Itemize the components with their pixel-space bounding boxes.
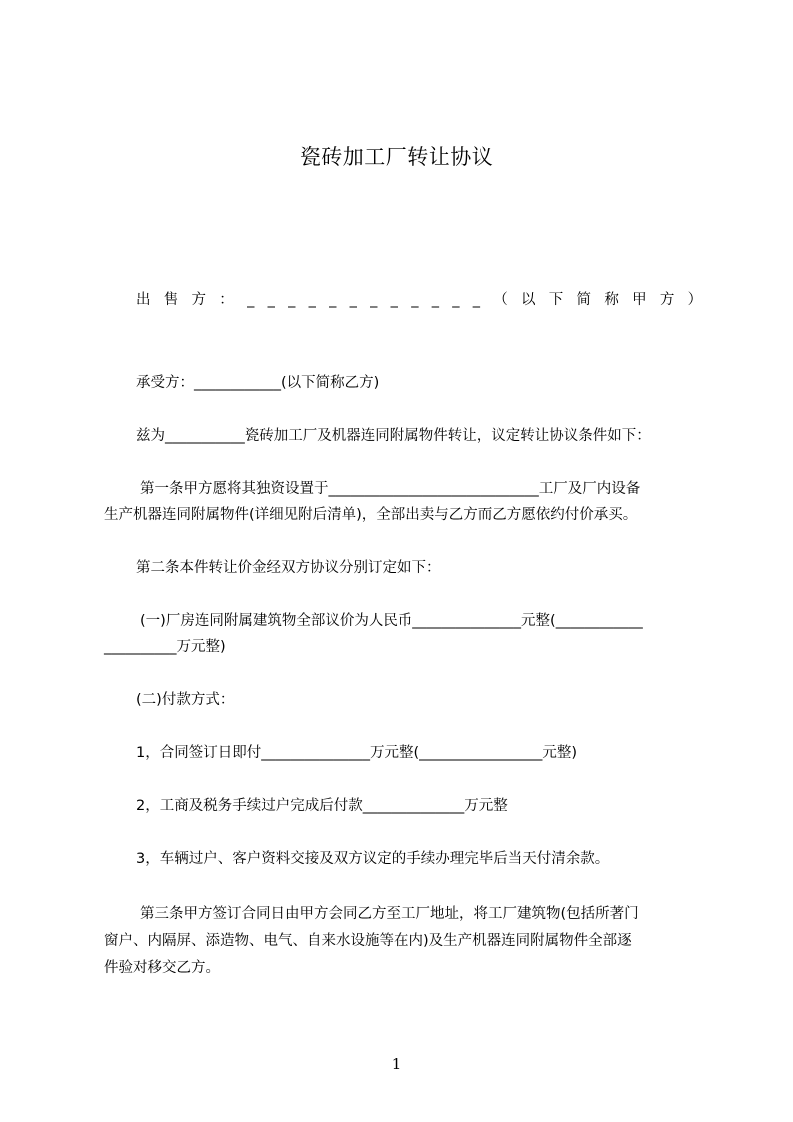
seller-char: _: [390, 292, 398, 308]
page-number: 1: [391, 1055, 402, 1073]
seller-line: [136, 289, 702, 311]
seller-char: 下: [548, 292, 564, 308]
seller-line-text: [136, 289, 702, 311]
seller-char: _: [472, 292, 480, 308]
seller-char: 甲: [632, 292, 647, 308]
item-2-line: (二)付款方式：: [136, 692, 235, 708]
item-1-line-2: __________万元整): [104, 639, 226, 655]
seller-char: _: [431, 292, 439, 308]
payment-3-line: 3，车辆过户、客户资料交接及双方议定的手续办理完毕后当天付清余款。: [136, 851, 610, 867]
seller-char: ：: [219, 292, 234, 308]
document-title: 瓷砖加工厂转让协议: [299, 145, 494, 169]
seller-char: 简: [576, 292, 592, 308]
payment-2-line: 2，工商及税务手续过户完成后付款______________万元整: [136, 798, 508, 814]
article-1-line-2: 生产机器连同附属物件(详细见附后清单)，全部出卖与乙方而乙方愿依约付价承买。: [104, 507, 638, 523]
article-2-line: 第二条本件转让价金经双方协议分别订定如下：: [136, 560, 441, 576]
seller-char: _: [247, 292, 255, 308]
seller-char: 售: [163, 292, 179, 308]
article-3-line-1: 第三条甲方签订合同日由甲方会同乙方至工厂地址，将工厂建筑物(包括所著门: [140, 906, 639, 922]
seller-char: 以: [521, 292, 536, 308]
seller-char: 出: [136, 292, 151, 308]
article-3-line-2: 窗户、内隔屏、添造物、电气、自来水设施等在内)及生产机器连同附属物件全部逐: [104, 933, 632, 949]
seller-char: _: [452, 292, 460, 308]
seller-char: （: [493, 292, 508, 308]
item-1-line-1: (一)厂房连同附属建筑物全部议价为人民币_______________元整(____________: [140, 613, 643, 629]
intro-line: 兹为___________瓷砖加工厂及机器连同附属物件转让，议定转让协议条件如下：: [136, 428, 651, 444]
seller-char: _: [370, 292, 378, 308]
seller-char: 方: [191, 292, 207, 308]
article-1-line-1: 第一条甲方愿将其独资设置于_____________________________工厂及厂内设备: [140, 481, 641, 497]
buyer-line: 承受方：____________(以下简称乙方): [136, 375, 380, 391]
seller-char: _: [288, 292, 296, 308]
seller-char: 方: [659, 292, 675, 308]
payment-1-line: 1，合同签订日即付_______________万元整(_________________元整): [136, 745, 578, 761]
seller-char: _: [329, 292, 337, 308]
seller-char: ）: [687, 292, 703, 308]
article-3-line-3: 件验对移交乙方。: [104, 960, 220, 976]
seller-char: _: [267, 292, 275, 308]
seller-char: _: [349, 292, 357, 308]
seller-char: _: [308, 292, 316, 308]
seller-char: _: [411, 292, 419, 308]
seller-char: 称: [604, 292, 619, 308]
